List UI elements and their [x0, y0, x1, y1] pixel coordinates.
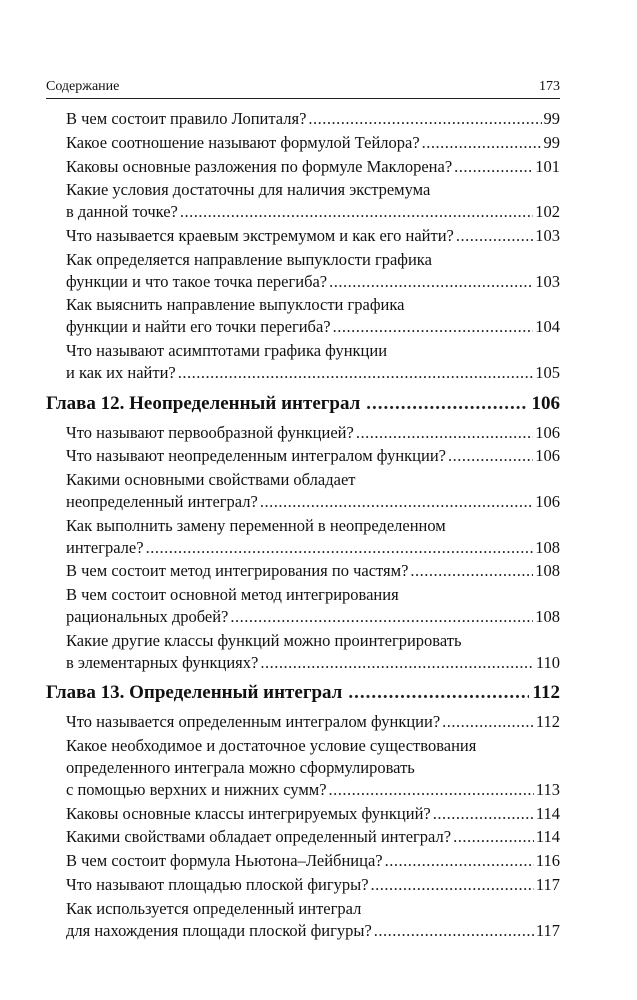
page-number: 173 — [539, 79, 560, 94]
entry-last-line — [66, 201, 560, 223]
entry-page-number: 116 — [535, 851, 560, 871]
entry-text: Какими основными свойствами обладает — [66, 470, 356, 490]
chapter-page-number: 106 — [531, 392, 560, 414]
toc-entry[interactable] — [66, 584, 560, 628]
toc-entry[interactable] — [66, 132, 560, 154]
dot-leader — [329, 779, 534, 801]
dot-leader — [453, 826, 534, 848]
entry-page-number: 99 — [543, 132, 560, 152]
dot-leader — [374, 920, 534, 942]
toc-entry[interactable] — [66, 156, 560, 178]
entry-text: Какие условия достаточны для наличия экстремума — [66, 180, 431, 200]
entry-page-number: 114 — [535, 827, 560, 847]
chapter-title: Глава 13. Определенный интеграл — [46, 682, 343, 704]
entry-last-line — [66, 779, 560, 801]
dot-leader — [456, 225, 533, 247]
entry-page-number: 106 — [535, 491, 560, 511]
toc-entry[interactable] — [66, 735, 560, 800]
entry-page-number: 103 — [535, 225, 560, 245]
entry-last-line — [66, 606, 560, 628]
entry-text: и как их найти? — [66, 362, 176, 382]
entry-page-number: 103 — [535, 271, 560, 291]
dot-leader — [366, 392, 527, 416]
toc-entry[interactable] — [66, 469, 560, 513]
entry-last-line — [66, 445, 560, 467]
header-rule — [46, 98, 560, 99]
toc-entry[interactable] — [66, 826, 560, 848]
entry-text: Как используется определенный интеграл — [66, 898, 362, 918]
entry-page-number: 99 — [543, 109, 560, 128]
entry-text: Каковы основные классы интегрируемых функций? — [66, 803, 431, 823]
entry-text: в элементарных функциях? — [66, 652, 259, 672]
entry-text: В чем состоит формула Ньютона–Лейбница? — [66, 851, 383, 871]
dot-leader — [356, 422, 533, 444]
running-title: Содержание — [46, 79, 120, 94]
entry-text: функции и найти его точки перегиба? — [66, 317, 331, 337]
entry-text: определенного интеграла можно сформулировать — [66, 757, 415, 777]
entry-page-number: 102 — [535, 202, 560, 222]
dot-leader — [348, 681, 528, 705]
toc-entry[interactable] — [66, 294, 560, 338]
entry-last-line — [66, 132, 560, 154]
entry-page-number: 101 — [535, 156, 560, 176]
entry-last-line — [66, 316, 560, 338]
toc-entry[interactable] — [66, 711, 560, 733]
entry-text: Какое соотношение называют формулой Тейлора? — [66, 132, 420, 152]
entry-text: Что называют асимптотами графика функции — [66, 340, 388, 360]
dot-leader — [371, 874, 534, 896]
chapter-heading[interactable] — [46, 681, 560, 705]
entry-text: Что называют первообразной функцией? — [66, 422, 354, 442]
entry-text: неопределенный интеграл? — [66, 491, 258, 511]
entry-text: В чем состоит метод интегрирования по частям? — [66, 561, 409, 581]
entry-page-number: 110 — [535, 652, 560, 672]
entry-text: Что называется краевым экстремумом и как его найти? — [66, 225, 454, 245]
entry-last-line — [66, 803, 560, 825]
entry-last-line — [66, 422, 560, 444]
entry-page-number: 106 — [535, 422, 560, 442]
dot-leader — [308, 108, 541, 130]
entry-last-line — [66, 108, 560, 130]
entry-text: Какие другие классы функций можно проинтегрировать — [66, 630, 462, 650]
toc-entry[interactable] — [66, 630, 560, 674]
entry-text: Как определяется направление выпуклости графика — [66, 249, 432, 269]
toc-entry[interactable] — [66, 874, 560, 896]
dot-leader — [433, 803, 534, 825]
table-of-contents — [46, 108, 560, 943]
entry-text: для нахождения площади плоской фигуры? — [66, 920, 372, 940]
dot-leader — [410, 560, 533, 582]
entry-page-number: 117 — [535, 920, 560, 940]
entry-text: Что называют неопределенным интегралом функции? — [66, 446, 446, 466]
toc-entry[interactable] — [66, 108, 560, 130]
entry-last-line — [66, 271, 560, 293]
entry-last-line — [66, 826, 560, 848]
toc-entry[interactable] — [66, 445, 560, 467]
entry-last-line — [66, 537, 560, 559]
entry-page-number: 108 — [535, 606, 560, 626]
entry-text: в данной точке? — [66, 202, 178, 222]
dot-leader — [329, 271, 533, 293]
page-header — [46, 78, 560, 96]
entry-last-line — [66, 652, 560, 674]
entry-text: интеграле? — [66, 537, 144, 557]
toc-entry[interactable] — [66, 560, 560, 582]
entry-page-number: 113 — [535, 779, 560, 799]
entry-page-number: 108 — [535, 561, 560, 581]
chapter-heading[interactable] — [46, 392, 560, 416]
chapter-page-number: 112 — [532, 682, 560, 704]
entry-last-line — [66, 225, 560, 247]
entry-text: с помощью верхних и нижних сумм? — [66, 779, 327, 799]
entry-last-line — [66, 920, 560, 942]
entry-last-line — [66, 874, 560, 896]
entry-page-number: 104 — [535, 317, 560, 337]
entry-page-number: 105 — [535, 362, 560, 382]
toc-entry[interactable] — [66, 850, 560, 872]
dot-leader — [146, 537, 534, 559]
entry-text: рациональных дробей? — [66, 606, 229, 626]
dot-leader — [230, 606, 533, 628]
toc-entry[interactable] — [66, 249, 560, 293]
toc-entry[interactable] — [66, 340, 560, 384]
entry-text: В чем состоит основной метод интегрирования — [66, 585, 399, 605]
entry-text: Какими свойствами обладает определенный интеграл? — [66, 827, 452, 847]
entry-page-number: 112 — [535, 712, 560, 732]
entry-text: Что называют площадью плоской фигуры? — [66, 874, 369, 894]
dot-leader — [454, 156, 533, 178]
dot-leader — [178, 362, 534, 384]
toc-entry[interactable] — [66, 515, 560, 559]
toc-entry[interactable] — [66, 898, 560, 942]
entry-text: Каковы основные разложения по формуле Маклорена? — [66, 156, 453, 176]
entry-last-line — [66, 156, 560, 178]
toc-entry[interactable] — [66, 225, 560, 247]
dot-leader — [448, 445, 533, 467]
entry-last-line — [66, 491, 560, 513]
dot-leader — [180, 201, 533, 223]
dot-leader — [442, 711, 534, 733]
toc-entry[interactable] — [66, 422, 560, 444]
entry-text: В чем состоит правило Лопиталя? — [66, 109, 307, 128]
dot-leader — [422, 132, 542, 154]
toc-entry[interactable] — [66, 179, 560, 223]
dot-leader — [260, 652, 534, 674]
dot-leader — [260, 491, 533, 513]
entry-page-number: 114 — [535, 803, 560, 823]
dot-leader — [333, 316, 534, 338]
entry-last-line — [66, 850, 560, 872]
entry-last-line — [66, 711, 560, 733]
entry-text: функции и что такое точка перегиба? — [66, 271, 328, 291]
entry-text: Как выяснить направление выпуклости графика — [66, 295, 405, 315]
entry-last-line — [66, 560, 560, 582]
chapter-title: Глава 12. Неопределенный интеграл — [46, 392, 361, 414]
entry-last-line — [66, 362, 560, 384]
entry-text: Что называется определенным интегралом функции? — [66, 712, 441, 732]
toc-entry[interactable] — [66, 803, 560, 825]
entry-page-number: 106 — [535, 446, 560, 466]
entry-text: Какое необходимое и достаточное условие существования — [66, 736, 477, 756]
entry-text: Как выполнить замену переменной в неопределенном — [66, 515, 446, 535]
entry-page-number: 108 — [535, 537, 560, 557]
dot-leader — [385, 850, 534, 872]
entry-page-number: 117 — [535, 874, 560, 894]
